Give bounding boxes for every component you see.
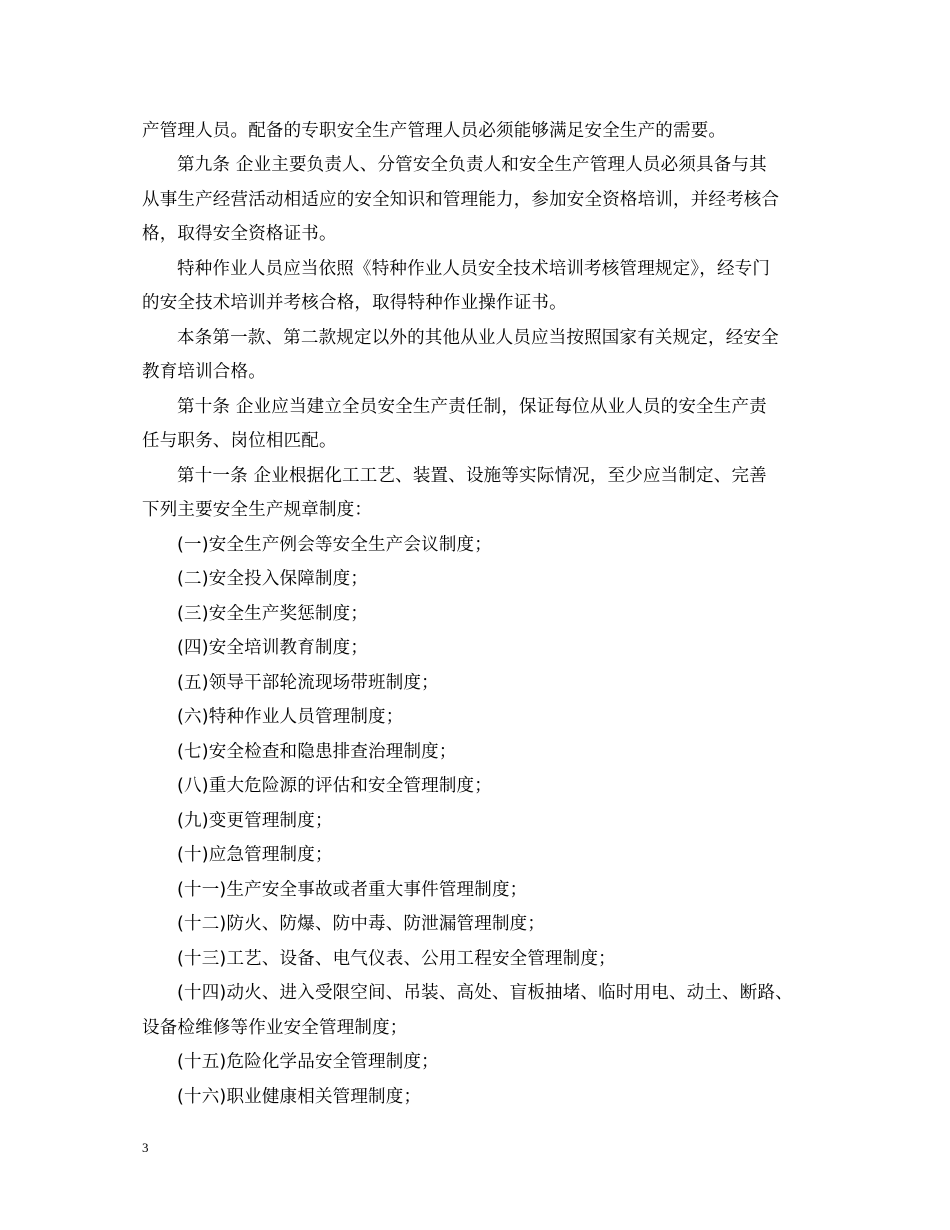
list-item: (五)领导干部轮流现场带班制度； (177, 673, 439, 693)
text-line: 第十条 企业应当建立全员安全生产责任制，保证每位从业人员的安全生产责 (177, 397, 767, 417)
list-item: (四)安全培训教育制度； (177, 638, 369, 658)
list-item: (十六)职业健康相关管理制度； (177, 1087, 422, 1107)
text-line: 任与职务、岗位相匹配。 (142, 431, 337, 451)
list-item: (十二)防火、防爆、防中毒、防泄漏管理制度； (177, 914, 546, 934)
text-line: 第九条 企业主要负责人、分管安全负责人和安全生产管理人员必须具备与其 (177, 155, 767, 175)
list-item: (十)应急管理制度； (177, 845, 333, 865)
text-line: 设备检维修等作业安全管理制度； (142, 1018, 408, 1038)
text-line: 产管理人员。配备的专职安全生产管理人员必须能够满足安全生产的需要。 (142, 121, 727, 141)
list-item: (八)重大危险源的评估和安全管理制度； (177, 776, 492, 796)
text-line: 本条第一款、第二款规定以外的其他从业人员应当按照国家有关规定，经安全 (177, 328, 779, 348)
list-item: (二)安全投入保障制度； (177, 569, 369, 589)
list-item: (三)安全生产奖惩制度； (177, 604, 369, 624)
page-number: 3 (142, 1140, 149, 1155)
text-line: 下列主要安全生产规章制度： (142, 500, 373, 520)
list-item: (十一)生产安全事故或者重大事件管理制度； (177, 880, 528, 900)
text-line: 从事生产经营活动相适应的安全知识和管理能力，参加安全资格培训，并经考核合 (142, 190, 780, 210)
text-line: 格，取得安全资格证书。 (142, 224, 337, 244)
list-item: (七)安全检查和隐患排查治理制度； (177, 742, 457, 762)
list-item: (十五)危险化学品安全管理制度； (177, 1052, 439, 1072)
list-item: (十三)工艺、设备、电气仪表、公用工程安全管理制度； (177, 949, 616, 969)
text-line: 第十一条 企业根据化工工艺、装置、设施等实际情况，至少应当制定、完善 (177, 466, 767, 486)
list-item: (六)特种作业人员管理制度； (177, 707, 404, 727)
text-line: 的安全技术培训并考核合格，取得特种作业操作证书。 (142, 293, 567, 313)
list-item: (十四)动火、进入受限空间、吊装、高处、盲板抽堵、临时用电、动土、断路、 (177, 983, 793, 1003)
list-item: (一)安全生产例会等安全生产会议制度； (177, 535, 492, 555)
text-line: 教育培训合格。 (142, 362, 266, 382)
list-item: (九)变更管理制度； (177, 811, 333, 831)
text-line: 特种作业人员应当依照《特种作业人员安全技术培训考核管理规定》，经专门 (177, 259, 771, 279)
